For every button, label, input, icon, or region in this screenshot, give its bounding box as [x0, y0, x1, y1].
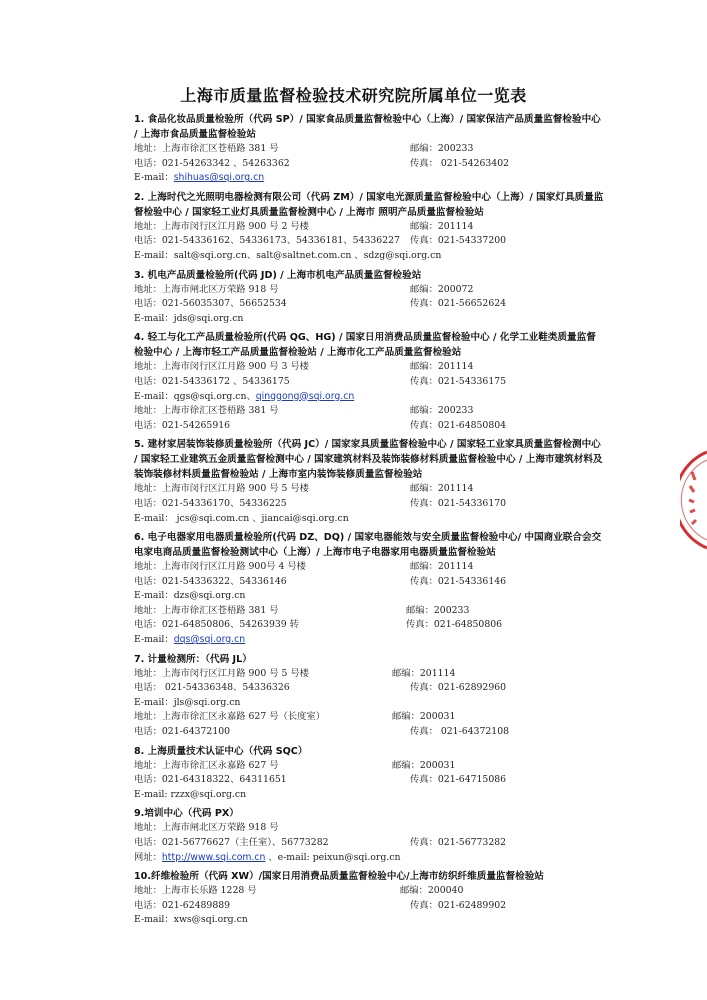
unit-list	[134, 112, 604, 932]
unit-heading: 8. 上海质量技术认证中心（代码 SQC）	[134, 745, 308, 757]
contact-text	[134, 633, 245, 648]
contact-line	[134, 220, 604, 235]
contact-text	[134, 821, 279, 836]
contact-text	[134, 759, 279, 774]
unit-section	[134, 112, 604, 186]
contact-line	[134, 667, 604, 682]
contact-line	[134, 633, 604, 648]
unit-section	[134, 330, 604, 433]
unit-section	[134, 744, 604, 803]
contact-text	[134, 497, 287, 512]
contact-text	[134, 575, 287, 590]
contact-text	[134, 696, 240, 711]
unit-heading: 6. 电子电器家用电器质量检验所(代码 DZ、DQ) / 国家电器能效与安全质量监督检验中心/ 中国商业联合会交电家电商品质量监督检验测试中心（上海）/ 上海市电子电器家用电器质量监督检验站	[134, 532, 602, 559]
contact-line	[134, 283, 604, 298]
unit-heading: 9.培训中心（代码 PX）	[134, 808, 239, 820]
contact-line	[134, 899, 604, 914]
contact-text	[134, 913, 248, 928]
contact-line	[134, 142, 604, 157]
contact-right: 传真：021-64850804	[410, 419, 507, 431]
contact-right: 传真：021-56652624	[410, 298, 507, 310]
contact-text	[134, 773, 287, 788]
contact-label: 电话： 021-54336348、54336326	[134, 682, 290, 694]
contact-text	[134, 899, 230, 914]
contact-line	[134, 390, 604, 405]
contact-line	[134, 836, 604, 851]
contact-label: E-mail：	[134, 172, 174, 184]
contact-line	[134, 759, 604, 774]
contact-text	[134, 725, 230, 740]
contact-right: 邮编：200233	[410, 143, 474, 154]
unit-section	[134, 869, 604, 928]
contact-text	[134, 390, 354, 405]
contact-label: 地址：上海市闵行区江月路 900 号 5 号楼	[134, 667, 309, 679]
contact-right: 传真：021-56773282	[410, 837, 507, 848]
email-link[interactable]: qinggong@sqi.org.cn	[255, 390, 355, 402]
contact-line	[134, 851, 604, 866]
email-link[interactable]: shihuas@sqi.org.cn	[173, 172, 265, 184]
contact-label: E-mail：jds@sqi.org.cn	[134, 312, 244, 324]
contact-right: 传真：021-64715086	[410, 774, 507, 786]
contact-right: 邮编：201114	[410, 361, 474, 373]
contact-line	[134, 589, 604, 604]
contact-text	[134, 157, 290, 172]
contact-right: 邮编：200040	[400, 885, 464, 897]
unit-heading: 3. 机电产品质量检验所(代码 JD) / 上海市机电产品质量监督检验站	[134, 269, 422, 281]
contact-line	[134, 512, 604, 527]
contact-line	[134, 157, 604, 172]
contact-text	[134, 419, 230, 434]
contact-line	[134, 171, 604, 186]
contact-line	[134, 404, 604, 419]
unit-section	[134, 530, 604, 648]
unit-heading: 4. 轻工与化工产品质量检验所(代码 QG、HG) / 国家日用消费品质量监督检验中心 / 化学工业鞋类质量监督检验中心 / 上海市轻工产品质量监督检验站 / 上海市化工产品质量监督检验站	[134, 332, 596, 359]
contact-line	[134, 575, 604, 590]
email-link[interactable]: http://www.sqi.com.cn	[161, 851, 266, 863]
contact-label: 电话：021-54336322、54336146	[134, 575, 287, 587]
contact-text	[134, 142, 279, 157]
contact-label: 地址：上海市闸北区万荣路 918 号	[134, 822, 279, 834]
contact-text	[134, 560, 306, 575]
contact-right: 邮编：201114	[410, 220, 474, 232]
unit-section	[134, 190, 604, 264]
contact-line	[134, 710, 604, 725]
contact-text	[134, 710, 325, 725]
contact-label: 电话：021-62489889	[134, 899, 231, 911]
contact-label: E-mail：salt@sqi.org.cn、salt@saltnet.com.cn 、sdzg@sqi.org.cn	[134, 249, 442, 261]
contact-label: 网址：	[134, 851, 162, 863]
contact-line	[134, 618, 604, 633]
contact-text	[134, 283, 279, 298]
contact-right: 传真： 021-64372108	[410, 726, 510, 738]
contact-label: 电话：021-56776627（主任室）、56773282	[134, 837, 329, 848]
contact-label: 电话：021-54336170、54336225	[134, 497, 287, 509]
contact-text	[134, 788, 246, 803]
contact-label: 电话：021-64318322、64311651	[134, 774, 287, 786]
contact-line	[134, 297, 604, 312]
contact-label: 地址：上海市徐汇区永嘉路 627 号	[134, 759, 279, 771]
contact-label: 地址：上海市徐汇区苍梧路 381 号	[134, 604, 279, 616]
contact-text	[134, 360, 309, 375]
contact-text	[134, 249, 441, 264]
contact-text	[134, 618, 299, 633]
contact-label: E-mail：dzs@sqi.org.cn	[134, 590, 246, 602]
contact-text	[134, 312, 243, 327]
contact-line	[134, 821, 604, 836]
contact-label: 地址：上海市徐汇区苍梧路 381 号	[134, 405, 279, 417]
contact-line	[134, 913, 604, 928]
contact-right: 传真：021-62892960	[410, 682, 507, 694]
contact-line	[134, 497, 604, 512]
contact-right: 传真： 021-54263402	[410, 157, 510, 169]
contact-right: 邮编：200072	[410, 283, 474, 295]
contact-line	[134, 725, 604, 740]
contact-right: 邮编：201114	[392, 667, 456, 679]
contact-right: 传真：021-62489902	[410, 899, 507, 911]
contact-right: 传真：021-54336146	[410, 575, 507, 587]
contact-text	[134, 836, 329, 851]
contact-label: 地址：上海市闵行区江月路 900 号 5 号楼	[134, 483, 309, 495]
unit-heading: 2. 上海时代之光照明电器检测有限公司（代码 ZM）/ 国家电光源质量监督检验中心（上海）/ 国家灯具质量监督检验中心 / 国家轻工业灯具质量监督检测中心 / 上海市 照明产品质量监督检验站	[134, 191, 604, 218]
contact-right: 邮编：201114	[410, 561, 474, 573]
contact-text	[134, 482, 309, 497]
contact-label: 电话：021-54265916	[134, 419, 231, 431]
contact-right: 邮编：200233	[406, 604, 470, 616]
contact-text	[134, 297, 287, 312]
contact-label: 电话：021-54336172 、54336175	[134, 375, 290, 387]
contact-text	[134, 851, 400, 866]
contact-right: 传真：021-54337200	[410, 235, 507, 247]
unit-section	[134, 437, 604, 526]
contact-text	[134, 234, 400, 249]
contact-text	[134, 171, 264, 186]
contact-right: 邮编：201114	[410, 483, 474, 495]
contact-label: 地址：上海市徐汇区苍梧路 381 号	[134, 143, 279, 154]
contact-label: 电话：021-54336162、54336173、54336181、54336227	[134, 235, 400, 247]
contact-line	[134, 375, 604, 390]
contact-line	[134, 773, 604, 788]
contact-text	[134, 884, 257, 899]
contact-label: 地址：上海市长乐路 1228 号	[134, 885, 257, 897]
contact-line	[134, 788, 604, 803]
unit-heading: 1. 食品化妆品质量检验所（代码 SP）/ 国家食品质量监督检验中心（上海）/ 国家保洁产品质量监督检验中心 / 上海市食品质量监督检验站	[134, 114, 601, 140]
contact-line	[134, 249, 604, 264]
contact-right: 传真：021-54336170	[410, 497, 507, 509]
contact-label: 地址：上海市闵行区江月路 900 号 2 号楼	[134, 220, 309, 232]
contact-label: E-mail：	[134, 634, 174, 646]
unit-heading: 10.纤维检验所（代码 XW）/国家日用消费品质量监督检验中心/上海市纺织纤维质量监督检验站	[134, 871, 544, 883]
contact-tail: 、e-mail: peixun@sqi.org.cn	[265, 851, 401, 863]
contact-line	[134, 419, 604, 434]
unit-section	[134, 268, 604, 327]
contact-line	[134, 312, 604, 327]
contact-line	[134, 604, 604, 619]
contact-label: 电话：021-54263342 、54263362	[134, 157, 290, 169]
contact-label: 地址：上海市闸北区万荣路 918 号	[134, 283, 279, 295]
contact-label: 地址：上海市徐汇区永嘉路 627 号（长度室）	[134, 711, 325, 723]
contact-label: 电话：021-64850806、54263939 转	[134, 619, 299, 631]
contact-line	[134, 234, 604, 249]
contact-text	[134, 512, 349, 527]
contact-right: 邮编：200031	[392, 759, 456, 771]
contact-line	[134, 560, 604, 575]
red-seal-stamp	[680, 450, 707, 550]
contact-text	[134, 589, 245, 604]
contact-label: E-mail: rzzx@sqi.org.cn	[134, 788, 247, 800]
unit-section	[134, 652, 604, 740]
contact-text	[134, 375, 290, 390]
email-link[interactable]: dqs@sqi.org.cn	[173, 634, 246, 646]
contact-text	[134, 404, 279, 419]
contact-label: 地址：上海市闵行区江月路 900 号 3 号楼	[134, 361, 309, 373]
contact-label: E-mail：jls@sqi.org.cn	[134, 696, 241, 708]
contact-line	[134, 884, 604, 899]
contact-line	[134, 482, 604, 497]
contact-label: 地址：上海市闵行区江月路 900号 4 号楼	[134, 561, 306, 573]
contact-right: 邮编：200233	[410, 405, 474, 417]
unit-heading: 5. 建材家居装饰装修质量检验所（代码 JC）/ 国家家具质量监督检验中心 / 国家轻工业家具质量监督检测中心 / 国家轻工业建筑五金质量监督检测中心 / 国家建筑材料及装饰装修材料质量监督检验中心 / 上海市建筑材料及装饰装修材料质量监督检验站 / 上海市室内装饰装修质量监督检验站	[134, 439, 603, 481]
contact-label: E-mail：xws@sqi.org.cn	[134, 914, 248, 926]
contact-label: E-mail：qgs@sqi.org.cn、	[134, 390, 256, 402]
contact-line	[134, 360, 604, 375]
contact-text	[134, 681, 290, 696]
contact-label: 电话：021-56035307、56652534	[134, 298, 287, 310]
contact-line	[134, 681, 604, 696]
contact-right: 传真：021-64850806	[406, 619, 503, 631]
contact-text	[134, 667, 309, 682]
unit-section	[134, 806, 604, 865]
contact-text	[134, 220, 309, 235]
contact-line	[134, 696, 604, 711]
page-title: 上海市质量监督检验技术研究院所属单位一览表	[180, 86, 527, 105]
contact-right: 邮编：200031	[392, 711, 456, 723]
contact-label: 电话：021-64372100	[134, 726, 231, 738]
contact-right: 传真：021-54336175	[410, 375, 507, 387]
contact-text	[134, 604, 279, 619]
unit-heading: 7. 计量检测所：（代码 JL）	[134, 653, 252, 665]
contact-label: E-mail： jcs@sqi.com.cn 、jiancai@sqi.org.cn	[134, 512, 349, 524]
